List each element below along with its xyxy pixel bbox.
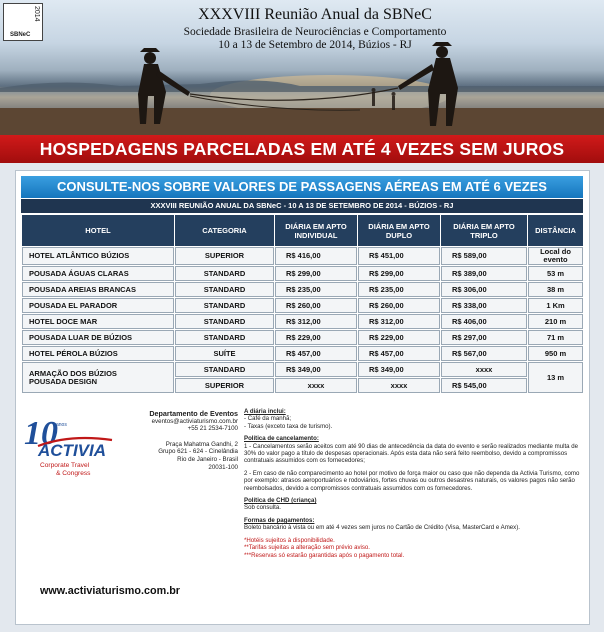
address-line: Grupo 621 - 624 - Cinelândia [158, 448, 238, 456]
price-triplo: R$ 338,00 [441, 298, 527, 313]
header-banner [0, 0, 604, 135]
hotel-name-line: ARMAÇÃO DOS BÚZIOS [29, 368, 117, 378]
header-triplo: DIÁRIA EM APTO TRIPLO [441, 215, 527, 246]
headline-strip [0, 135, 604, 163]
price-triplo: R$ 567,00 [441, 346, 527, 361]
hotel-name: HOTEL ATLÂNTICO BÚZIOS [22, 247, 174, 265]
activia-logo [20, 412, 120, 482]
price-triplo: R$ 406,00 [441, 314, 527, 329]
hotel-name-line: POUSADA DESIGN [29, 376, 98, 386]
cancel-heading: Política de cancelamento: [244, 435, 319, 443]
department-name: Departamento de Eventos [149, 409, 238, 418]
price-individual: xxxx [275, 378, 357, 393]
price-triplo: xxxx [441, 362, 527, 377]
contact-email[interactable]: eventos@activiaturismo.com.br [151, 417, 238, 425]
contact-phone: +55 21 2534-7100 [187, 425, 238, 433]
hotel-name: POUSADA LUAR DE BÚZIOS [22, 330, 174, 345]
header-individual: DIÁRIA EM APTO INDIVIDUAL [275, 215, 357, 246]
table-row [22, 247, 583, 265]
event-dates: 10 a 13 de Setembro de 2014, Búzios - RJ [218, 39, 412, 51]
price-individual: R$ 260,00 [275, 298, 357, 313]
price-individual: R$ 229,00 [275, 330, 357, 345]
address-line: Rio de Janeiro - Brasil [177, 455, 238, 463]
payment-text: Boleto bancário à vista ou em até 4 vezes sem juros no Cartão de Crédito (Visa, MasterCard e Amex). [244, 524, 520, 532]
website-link[interactable]: www.activiaturismo.com.br [40, 585, 180, 597]
hotel-distance: 13 m [528, 362, 583, 393]
headline-text: HOSPEDAGENS PARCELADAS EM ATÉ 4 VEZES SEM JUROS [39, 139, 565, 159]
cancel-rule-2: 2 - Em caso de não comparecimento ao hotel por motivo de força maior ou caso que não dependa da Activia Turismo, como por exemplo: atrasos aeroportuários e rodoviários, fortes chuvas ou outros desastres naturais, os valores pagos não serão reembolsados, devido a compromissos contratuais assumidos com os fornecedores. [244, 469, 580, 492]
table-row [22, 282, 583, 297]
table-row [22, 330, 583, 345]
price-individual: R$ 299,00 [275, 266, 357, 281]
hotel-name: HOTEL DOCE MAR [22, 314, 174, 329]
price-triplo: R$ 306,00 [441, 282, 527, 297]
diaria-item: - Taxas (exceto taxa de turismo). [244, 422, 333, 430]
panel-subtitle: XXXVIII REUNIÃO ANUAL DA SBNeC - 10 A 13 DE SETEMBRO DE 2014 - BÚZIOS - RJ [21, 199, 583, 213]
table-row [22, 346, 583, 361]
header-categoria: CATEGORIA [175, 215, 274, 246]
hotel-category: SUPERIOR [175, 247, 274, 265]
payment-heading: Formas de pagamentos: [244, 516, 315, 524]
price-duplo: R$ 260,00 [358, 298, 440, 313]
table-row [22, 298, 583, 313]
table-row [22, 362, 583, 377]
price-duplo: R$ 451,00 [358, 247, 440, 265]
hotel-category: STANDARD [175, 298, 274, 313]
hotel-category: SUPERIOR [175, 378, 274, 393]
sbnec-logo [3, 3, 43, 41]
note-reservations: ***Reservas só estarão garantidas após o pagamento total. [244, 551, 405, 559]
hotel-category: STANDARD [175, 330, 274, 345]
price-duplo: xxxx [358, 378, 440, 393]
address-line: 20031-100 [208, 463, 238, 471]
diaria-item: - Café da manhã; [244, 415, 292, 423]
chd-heading: Política de CHD (criança) [244, 497, 317, 505]
chd-text: Sob consulta. [244, 504, 281, 512]
price-individual: R$ 235,00 [275, 282, 357, 297]
hotel-name: HOTEL PÉROLA BÚZIOS [22, 346, 174, 361]
terms-block [244, 408, 584, 559]
header-hotel: HOTEL [22, 215, 174, 246]
price-duplo: R$ 312,00 [358, 314, 440, 329]
price-duplo: R$ 299,00 [358, 266, 440, 281]
hotel-name: POUSADA EL PARADOR [22, 298, 174, 313]
logo-name: ACTIVIA [38, 441, 106, 460]
logo-year: 2014 [33, 6, 40, 22]
panel-title: CONSULTE-NOS SOBRE VALORES DE PASSAGENS AÉREAS EM ATÉ 6 VEZES [21, 176, 583, 198]
price-duplo: R$ 235,00 [358, 282, 440, 297]
price-triplo: R$ 389,00 [441, 266, 527, 281]
hotel-name: POUSADA ÁGUAS CLARAS [22, 266, 174, 281]
address-line: Praça Mahatma Gandhi, 2 [165, 440, 238, 448]
diaria-heading: A diária inclui: [244, 408, 286, 415]
logo-tag1: Corporate Travel [40, 462, 90, 469]
hotel-distance: 210 m [528, 314, 583, 329]
hotel-distance: Local do evento [528, 247, 583, 265]
hotel-distance: 71 m [528, 330, 583, 345]
price-individual: R$ 457,00 [275, 346, 357, 361]
hotel-category: SUÍTE [175, 346, 274, 361]
price-duplo: R$ 349,00 [358, 362, 440, 377]
price-triplo: R$ 297,00 [441, 330, 527, 345]
hotel-category: STANDARD [175, 266, 274, 281]
price-duplo: R$ 457,00 [358, 346, 440, 361]
contact-block [120, 410, 238, 471]
hotel-distance: 53 m [528, 266, 583, 281]
hotel-distance: 950 m [528, 346, 583, 361]
header-duplo: DIÁRIA EM APTO DUPLO [358, 215, 440, 246]
table-row [22, 266, 583, 281]
hotel-prices-table [21, 214, 584, 394]
event-subtitle: Sociedade Brasileira de Neurociências e Comportamento [183, 26, 447, 38]
hotel-name: POUSADA AREIAS BRANCAS [22, 282, 174, 297]
price-triplo: R$ 545,00 [441, 378, 527, 393]
logo-tag2: & Congress [56, 470, 91, 477]
hotel-category: STANDARD [175, 282, 274, 297]
hotel-name-merged [22, 362, 174, 393]
price-individual: R$ 312,00 [275, 314, 357, 329]
logo-text: SBNeC [10, 32, 31, 38]
hotel-distance: 38 m [528, 282, 583, 297]
hotel-distance: 1 Km [528, 298, 583, 313]
price-triplo: R$ 589,00 [441, 247, 527, 265]
price-individual: R$ 349,00 [275, 362, 357, 377]
cancel-rule-1: 1 - Cancelamentos serão aceitos com até 90 dias de antecedência da data do evento e serão realizados mediante multa de 30% do valor pago a título de despesas operacionais. Após esta data não será feito reembolso, devido a compromissos contratuais assumidos com os fornecedores; [244, 442, 579, 465]
note-availability: *Hotéis sujeitos à disponibilidade. [244, 536, 335, 544]
price-duplo: R$ 229,00 [358, 330, 440, 345]
price-individual: R$ 416,00 [275, 247, 357, 265]
header-distancia: DISTÂNCIA [528, 215, 583, 246]
table-row [22, 314, 583, 329]
hotel-category: STANDARD [175, 314, 274, 329]
hotel-category: STANDARD [175, 362, 274, 377]
logo-anos: anos [56, 422, 67, 428]
event-subtitle-block [150, 26, 480, 52]
logo-number: 10 [24, 415, 58, 452]
event-title: XXXVIII Reunião Anual da SBNeC [198, 6, 432, 23]
note-rates: **Tarifas sujeitas a alteração sem prévio aviso. [244, 544, 370, 552]
table-header-row [22, 215, 583, 246]
